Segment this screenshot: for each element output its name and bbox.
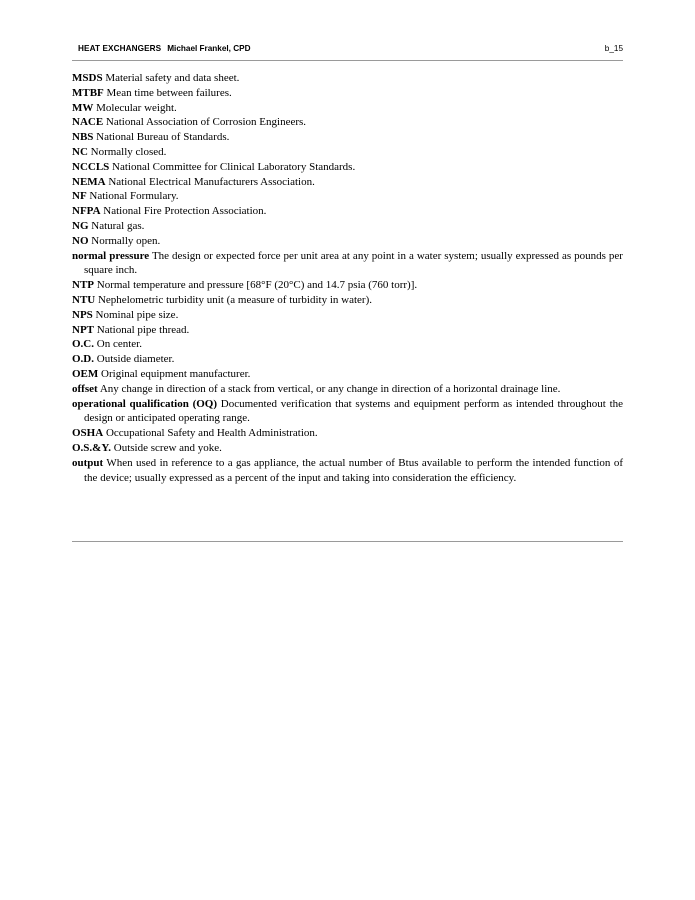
glossary-definition: National pipe thread. xyxy=(96,323,190,336)
glossary-term: MTBF xyxy=(72,86,104,99)
glossary-definition: Nephelometric turbidity unit (a measure of turbidity in water). xyxy=(97,293,372,306)
header-rule xyxy=(72,60,623,61)
glossary-definition: National Bureau of Standards. xyxy=(96,131,230,144)
glossary-term: NACE xyxy=(72,116,104,129)
glossary-term: NFPA xyxy=(72,205,101,218)
glossary-term: NBS xyxy=(72,131,94,144)
chapter-title: HEAT EXCHANGERS xyxy=(78,44,162,53)
glossary-entry-nbs xyxy=(72,130,623,145)
glossary-definition: National Formulary. xyxy=(89,190,179,203)
glossary-term: NC xyxy=(72,145,88,158)
glossary-entry-oc xyxy=(72,337,623,352)
glossary-term: output xyxy=(72,456,104,469)
glossary-term: O.C. xyxy=(72,338,94,351)
glossary-definition: Outside screw and yoke. xyxy=(113,441,222,454)
glossary-entry-output xyxy=(72,456,623,486)
glossary-term: OEM xyxy=(72,367,99,380)
glossary-term: MW xyxy=(72,101,94,114)
glossary-entry-ng xyxy=(72,219,623,234)
glossary-definition: Material safety and data sheet. xyxy=(105,72,240,84)
glossary-entry-operational-qualification xyxy=(72,397,623,427)
glossary-definition: Mean time between failures. xyxy=(106,86,232,99)
glossary-definition: National Association of Corrosion Engineers. xyxy=(105,116,307,129)
glossary-entry-od xyxy=(72,352,623,367)
glossary-entry-osha xyxy=(72,426,623,441)
page-id: b_15 xyxy=(604,44,623,53)
glossary-term: operational qualification (OQ) xyxy=(72,397,218,410)
glossary-entry-normal-pressure xyxy=(72,249,623,279)
glossary-definition: Natural gas. xyxy=(91,219,145,232)
glossary-definition: National Fire Protection Association. xyxy=(103,205,267,218)
glossary-definition: Any change in direction of a stack from vertical, or any change in direction of a horizontal drainage line. xyxy=(99,382,561,395)
glossary-term: NPS xyxy=(72,308,93,321)
glossary-term: O.D. xyxy=(72,353,94,366)
glossary-entry-nc xyxy=(72,145,623,160)
glossary-term: NCCLS xyxy=(72,160,110,173)
glossary-definition: The design or expected force per unit area at any point in a water system; usually expressed as pounds per square inch. xyxy=(84,249,623,277)
glossary-definition: Occupational Safety and Health Administration. xyxy=(105,427,318,440)
glossary-term: NTP xyxy=(72,279,94,292)
glossary-term: normal pressure xyxy=(72,249,150,262)
glossary-term: NEMA xyxy=(72,175,106,188)
glossary-entry-offset xyxy=(72,382,623,397)
glossary-term: NG xyxy=(72,219,89,232)
glossary-term: NPT xyxy=(72,323,94,336)
glossary-entry-no xyxy=(72,234,623,249)
running-head xyxy=(78,44,251,53)
glossary-definition: Original equipment manufacturer. xyxy=(101,367,251,380)
glossary-entry-nace xyxy=(72,115,623,130)
glossary-definition: Normally closed. xyxy=(90,145,167,158)
glossary-definition: On center. xyxy=(96,338,142,351)
glossary-entry-ntu xyxy=(72,293,623,308)
glossary-term: offset xyxy=(72,382,98,395)
glossary-entry-nema xyxy=(72,175,623,190)
glossary-entry-osy xyxy=(72,441,623,456)
glossary-entry-mw xyxy=(72,101,623,116)
glossary-entry-nfpa xyxy=(72,204,623,219)
glossary-definition: Nominal pipe size. xyxy=(95,308,179,321)
glossary-term: O.S.&Y. xyxy=(72,441,112,454)
glossary-term: NF xyxy=(72,190,87,203)
glossary-entry-nf xyxy=(72,189,623,204)
glossary-definition: Normally open. xyxy=(91,234,161,247)
glossary-definition: Normal temperature and pressure [68°F (20°C) and 14.7 psia (760 torr)]. xyxy=(96,279,418,292)
glossary-entry-nps xyxy=(72,308,623,323)
glossary-definition: Documented verification that systems and equipment perform as intended throughout the design or anticipated operating range. xyxy=(84,397,624,425)
glossary-term: MSDS xyxy=(72,72,103,84)
footer-rule xyxy=(72,541,623,542)
glossary-term: NTU xyxy=(72,293,96,306)
glossary-definition: Outside diameter. xyxy=(96,353,175,366)
glossary-entry-ntp xyxy=(72,278,623,293)
glossary-definition: National Committee for Clinical Laboratory Standards. xyxy=(112,160,356,173)
glossary-term: NO xyxy=(72,234,89,247)
glossary-entry-nccls xyxy=(72,160,623,175)
glossary-definition: National Electrical Manufacturers Association. xyxy=(108,175,315,188)
author-name: Michael Frankel, CPD xyxy=(167,44,251,53)
glossary-definition: Molecular weight. xyxy=(96,101,177,114)
glossary-term: OSHA xyxy=(72,427,104,440)
glossary-definition: When used in reference to a gas appliance, the actual number of Btus available to perform the intended function of the device; usually expressed as a percent of the input and taking into consideration the efficiency. xyxy=(84,456,623,484)
glossary-entry-oem xyxy=(72,367,623,382)
glossary-entry-mtbf xyxy=(72,86,623,101)
glossary-entry-npt xyxy=(72,323,623,338)
glossary-entry-msds xyxy=(72,71,623,86)
page-header xyxy=(78,44,623,57)
glossary-list xyxy=(72,71,623,485)
